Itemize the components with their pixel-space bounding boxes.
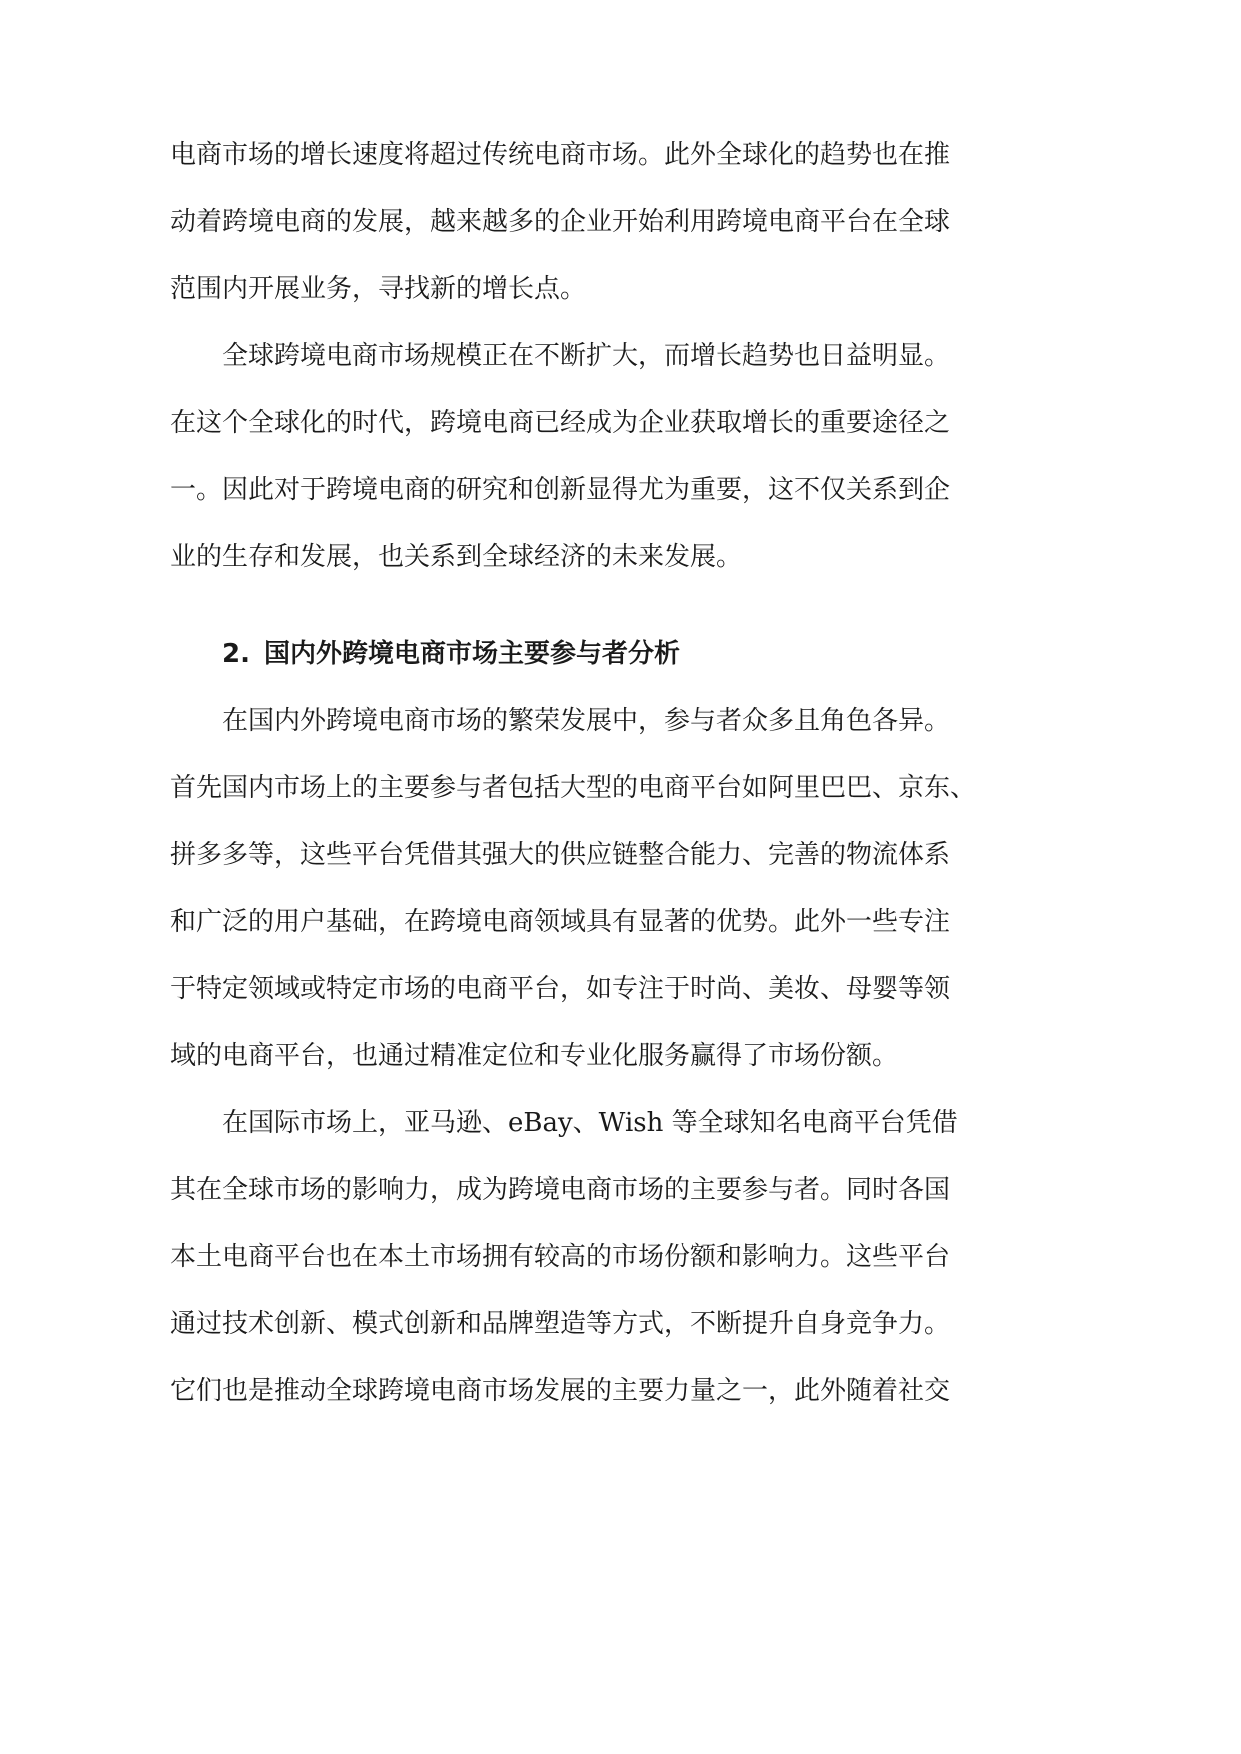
body-text bbox=[170, 122, 977, 1425]
section-heading bbox=[170, 621, 950, 688]
text-line: 在国际市场上，亚马逊、eBay、Wish 等全球知名电商平台凭借 bbox=[222, 1108, 958, 1138]
text-line: 电商市场的增长速度将超过传统电商市场。此外全球化的趋势也在推 bbox=[170, 140, 951, 170]
text-line: 在国内外跨境电商市场的繁荣发展中，参与者众多且角色各异。 bbox=[222, 706, 951, 736]
paragraph bbox=[170, 323, 950, 591]
text-line: 通过技术创新、模式创新和品牌塑造等方式，不断提升自身竞争力。 bbox=[170, 1309, 951, 1339]
paragraph bbox=[170, 122, 950, 323]
section-title: 国内外跨境电商市场主要参与者分析 bbox=[263, 639, 680, 669]
text-line: 它们也是推动全球跨境电商市场发展的主要力量之一，此外随着社交 bbox=[170, 1376, 951, 1406]
text-line: 一。因此对于跨境电商的研究和创新显得尤为重要，这不仅关系到企 bbox=[170, 475, 951, 505]
text-line: 首先国内市场上的主要参与者包括大型的电商平台如阿里巴巴、京东、 bbox=[170, 773, 977, 803]
text-line: 动着跨境电商的发展，越来越多的企业开始利用跨境电商平台在全球 bbox=[170, 207, 951, 237]
text-line: 本土电商平台也在本土市场拥有较高的市场份额和影响力。这些平台 bbox=[170, 1242, 951, 1272]
text-line: 其在全球市场的影响力，成为跨境电商市场的主要参与者。同时各国 bbox=[170, 1175, 951, 1205]
text-line: 全球跨境电商市场规模正在不断扩大，而增长趋势也日益明显。 bbox=[222, 341, 951, 371]
paragraph bbox=[170, 1090, 958, 1425]
text-line: 范围内开展业务，寻找新的增长点。 bbox=[170, 274, 587, 304]
text-line: 于特定领域或特定市场的电商平台，如专注于时尚、美妆、母婴等领 bbox=[170, 974, 951, 1004]
section-number: 2. bbox=[222, 639, 250, 669]
text-line: 和广泛的用户基础，在跨境电商领域具有显著的优势。此外一些专注 bbox=[170, 907, 951, 937]
text-line: 在这个全球化的时代，跨境电商已经成为企业获取增长的重要途径之 bbox=[170, 408, 951, 438]
paragraph bbox=[170, 688, 977, 1090]
text-line: 域的电商平台，也通过精准定位和专业化服务赢得了市场份额。 bbox=[170, 1041, 899, 1071]
text-line: 业的生存和发展，也关系到全球经济的未来发展。 bbox=[170, 542, 743, 572]
text-line: 拼多多等，这些平台凭借其强大的供应链整合能力、完善的物流体系 bbox=[170, 840, 951, 870]
